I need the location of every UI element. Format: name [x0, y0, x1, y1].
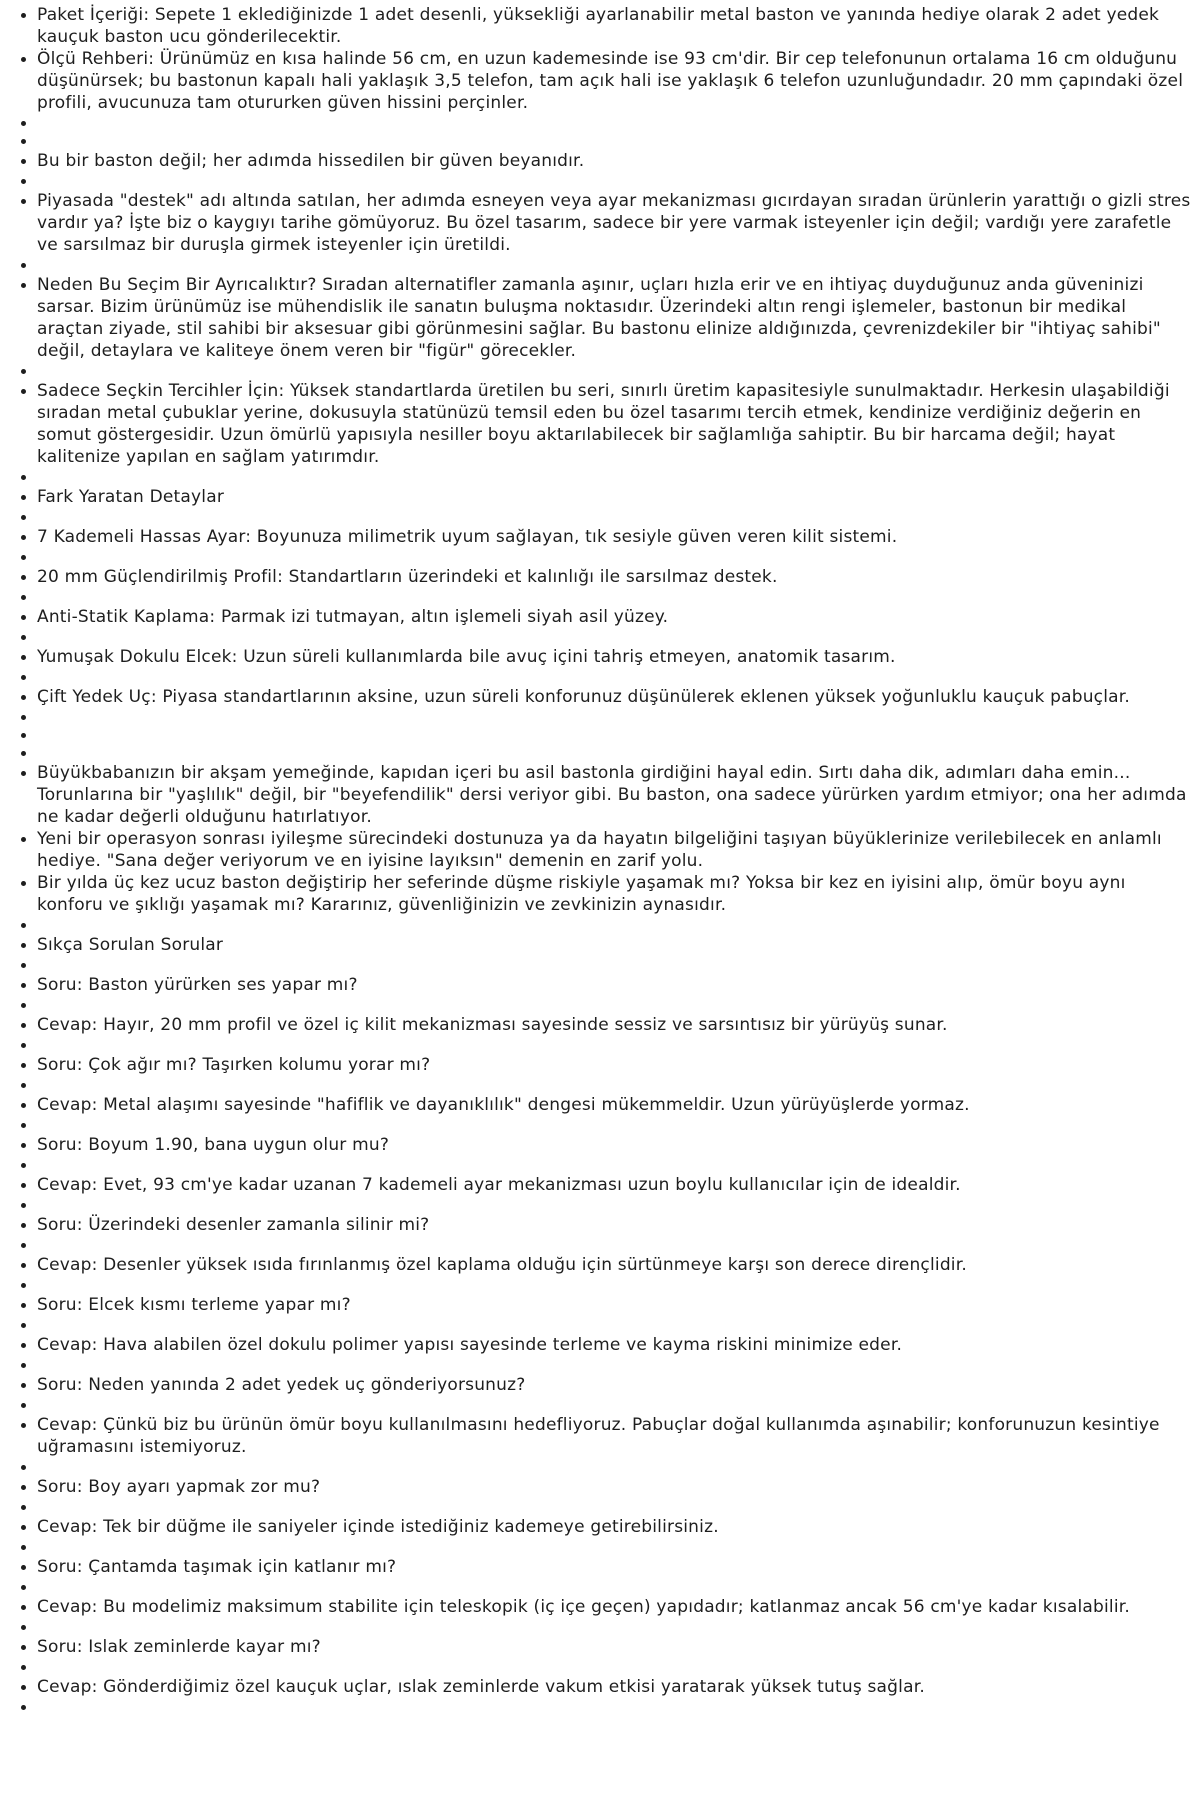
- list-item-spacer: [37, 1036, 1192, 1054]
- list-item-spacer: [37, 744, 1192, 762]
- list-item-spacer: [37, 708, 1192, 726]
- list-item: • Cevap: Hayır, 20 mm profil ve özel iç kilit mekanizması sayesinde sessiz ve sarsıntısız bir yürüyüş sunar.: [37, 1014, 1192, 1036]
- list-item-spacer: [37, 256, 1192, 274]
- list-item: • Soru: Çantamda taşımak için katlanır mı?: [37, 1556, 1192, 1578]
- list-item: • Ölçü Rehberi: Ürünümüz en kısa halinde 56 cm, en uzun kademesinde ise 93 cm'dir. Bir cep telefonunun ortalama 16 cm olduğunu düşünürsek; bu bastonun kapalı hali yaklaşık 3,5 telefon, tam açık hali ise yaklaşık 6 telefon uzunluğundadır. 20 mm çapındaki özel profili, avucunuza tam otururken güven hissini perçinler.: [37, 48, 1192, 114]
- list-item: • Cevap: Evet, 93 cm'ye kadar uzanan 7 kademeli ayar mekanizması uzun boylu kullanıcılar için de idealdir.: [37, 1174, 1192, 1196]
- list-item: • Yeni bir operasyon sonrası iyileşme sürecindeki dostunuza ya da hayatın bilgeliğini taşıyan büyüklerinize verilebilecek en anlamlı hediye. "Sana değer veriyorum ve en iyisine layıksın" demenin en zarif yolu.: [37, 828, 1192, 872]
- list-item: • Paket İçeriği: Sepete 1 eklediğinizde 1 adet desenli, yüksekliği ayarlanabilir metal baston ve yanında hediye olarak 2 adet yedek kauçuk baston ucu gönderilecektir.: [37, 4, 1192, 48]
- list-item-spacer: [37, 1658, 1192, 1676]
- list-item: • Neden Bu Seçim Bir Ayrıcalıktır? Sıradan alternatifler zamanla aşınır, uçları hızla erir ve en ihtiyaç duyduğunuz anda güveninizi sarsar. Bizim ürünümüz ise mühendislik ile sanatın buluşma noktasıdır. Üzerindeki altın rengi işlemeler, bastonun bir medikal araçtan ziyade, stil sahibi bir aksesuar gibi görünmesini sağlar. Bu bastonu elinize aldığınızda, çevrenizdekiler bir "ihtiyaç sahibi" değil, detaylara ve kaliteye önem veren bir "figür" görecekler.: [37, 274, 1192, 362]
- list-item: • Cevap: Metal alaşımı sayesinde "hafiflik ve dayanıklılık" dengesi mükemmeldir. Uzun yürüyüşlerde yormaz.: [37, 1094, 1192, 1116]
- list-item: • Sıkça Sorulan Sorular: [37, 934, 1192, 956]
- list-item-spacer: [37, 468, 1192, 486]
- list-item-spacer: [37, 132, 1192, 150]
- list-item: • Soru: Çok ağır mı? Taşırken kolumu yorar mı?: [37, 1054, 1192, 1076]
- list-item-spacer: [37, 1276, 1192, 1294]
- list-item: • Büyükbabanızın bir akşam yemeğinde, kapıdan içeri bu asil bastonla girdiğini hayal edin. Sırtı daha dik, adımları daha emin... Torunlarına bir "yaşlılık" değil, bir "beyefendilik" dersi veriyor gibi. Bu baston, ona sadece yürürken yardım etmiyor; ona her adımda ne kadar değerli olduğunu hatırlatıyor.: [37, 762, 1192, 828]
- list-item: • Soru: Islak zeminlerde kayar mı?: [37, 1636, 1192, 1658]
- list-item-spacer: [37, 172, 1192, 190]
- list-item: • Cevap: Çünkü biz bu ürünün ömür boyu kullanılmasını hedefliyoruz. Pabuçlar doğal kullanımda aşınabilir; konforunuzun kesintiye uğramasını istemiyoruz.: [37, 1414, 1192, 1458]
- list-item-spacer: [37, 114, 1192, 132]
- list-item: • Yumuşak Dokulu Elcek: Uzun süreli kullanımlarda bile avuç içini tahriş etmeyen, anatomik tasarım.: [37, 646, 1192, 668]
- list-item-spacer: [37, 996, 1192, 1014]
- list-item-spacer: [37, 1156, 1192, 1174]
- list-item-spacer: [37, 548, 1192, 566]
- list-item-spacer: [37, 956, 1192, 974]
- list-item-spacer: [37, 1196, 1192, 1214]
- list-item: • 20 mm Güçlendirilmiş Profil: Standartların üzerindeki et kalınlığı ile sarsılmaz destek.: [37, 566, 1192, 588]
- list-item: • Bir yılda üç kez ucuz baston değiştirip her seferinde düşme riskiyle yaşamak mı? Yoksa bir kez en iyisini alıp, ömür boyu aynı konforu ve şıklığı yaşamak mı? Kararınız, güvenliğinizin ve zevkinizin aynasıdır.: [37, 872, 1192, 916]
- list-item-spacer: [37, 1236, 1192, 1254]
- list-item: • Soru: Elcek kısmı terleme yapar mı?: [37, 1294, 1192, 1316]
- list-item-spacer: [37, 1698, 1192, 1716]
- list-item: • Cevap: Tek bir düğme ile saniyeler içinde istediğiniz kademeye getirebilirsiniz.: [37, 1516, 1192, 1538]
- list-item: • Cevap: Desenler yüksek ısıda fırınlanmış özel kaplama olduğu için sürtünmeye karşı son derece dirençlidir.: [37, 1254, 1192, 1276]
- list-item-spacer: [37, 1396, 1192, 1414]
- list-item: • Soru: Neden yanında 2 adet yedek uç gönderiyorsunuz?: [37, 1374, 1192, 1396]
- list-item: • Soru: Boyum 1.90, bana uygun olur mu?: [37, 1134, 1192, 1156]
- list-item: • Sadece Seçkin Tercihler İçin: Yüksek standartlarda üretilen bu seri, sınırlı üretim kapasitesiyle sunulmaktadır. Herkesin ulaşabildiği sıradan metal çubuklar yerine, dokusuyla statünüzü temsil eden bu özel tasarımı tercih etmek, kendinize verdiğiniz değerin en somut göstergesidir. Uzun ömürlü yapısıyla nesiller boyu aktarılabilecek bir sağlamlığa sahiptir. Bu bir harcama değil; hayat kalitenize yapılan en sağlam yatırımdır.: [37, 380, 1192, 468]
- list-item-spacer: [37, 1116, 1192, 1134]
- list-item-spacer: [37, 1578, 1192, 1596]
- list-item: • Piyasada "destek" adı altında satılan, her adımda esneyen veya ayar mekanizması gıcırdayan sıradan ürünlerin yarattığı o gizli stres vardır ya? İşte biz o kaygıyı tarihe gömüyoruz. Bu özel tasarım, sadece bir yere varmak isteyenler için değil; vardığı yere zarafetle ve sarsılmaz bir duruşla girmek isteyenler için üretildi.: [37, 190, 1192, 256]
- list-item-spacer: [37, 1498, 1192, 1516]
- list-item-spacer: [37, 588, 1192, 606]
- list-item-spacer: [37, 916, 1192, 934]
- list-item: • Çift Yedek Uç: Piyasa standartlarının aksine, uzun süreli konforunuz düşünülerek eklenen yüksek yoğunluklu kauçuk pabuçlar.: [37, 686, 1192, 708]
- list-item-spacer: [37, 1316, 1192, 1334]
- list-item-spacer: [37, 1076, 1192, 1094]
- list-item-spacer: [37, 726, 1192, 744]
- list-item: • Soru: Baston yürürken ses yapar mı?: [37, 974, 1192, 996]
- list-item-spacer: [37, 362, 1192, 380]
- list-item: • Cevap: Bu modelimiz maksimum stabilite için teleskopik (iç içe geçen) yapıdadır; katlanmaz ancak 56 cm'ye kadar kısalabilir.: [37, 1596, 1192, 1618]
- list-item: • Anti-Statik Kaplama: Parmak izi tutmayan, altın işlemeli siyah asil yüzey.: [37, 606, 1192, 628]
- list-item-spacer: [37, 1618, 1192, 1636]
- list-item: • Bu bir baston değil; her adımda hissedilen bir güven beyanıdır.: [37, 150, 1192, 172]
- list-item: • Cevap: Gönderdiğimiz özel kauçuk uçlar, ıslak zeminlerde vakum etkisi yaratarak yüksek tutuş sağlar.: [37, 1676, 1192, 1698]
- list-item-spacer: [37, 1356, 1192, 1374]
- list-item: • Soru: Üzerindeki desenler zamanla silinir mi?: [37, 1214, 1192, 1236]
- list-item: • Cevap: Hava alabilen özel dokulu polimer yapısı sayesinde terleme ve kayma riskini minimize eder.: [37, 1334, 1192, 1356]
- list-item-spacer: [37, 628, 1192, 646]
- list-item: • Fark Yaratan Detaylar: [37, 486, 1192, 508]
- list-item-spacer: [37, 508, 1192, 526]
- list-item-spacer: [37, 1538, 1192, 1556]
- list-item: • 7 Kademeli Hassas Ayar: Boyunuza milimetrik uyum sağlayan, tık sesiyle güven veren kilit sistemi.: [37, 526, 1192, 548]
- list-item: • Soru: Boy ayarı yapmak zor mu?: [37, 1476, 1192, 1498]
- list-item-spacer: [37, 1458, 1192, 1476]
- list-item-spacer: [37, 668, 1192, 686]
